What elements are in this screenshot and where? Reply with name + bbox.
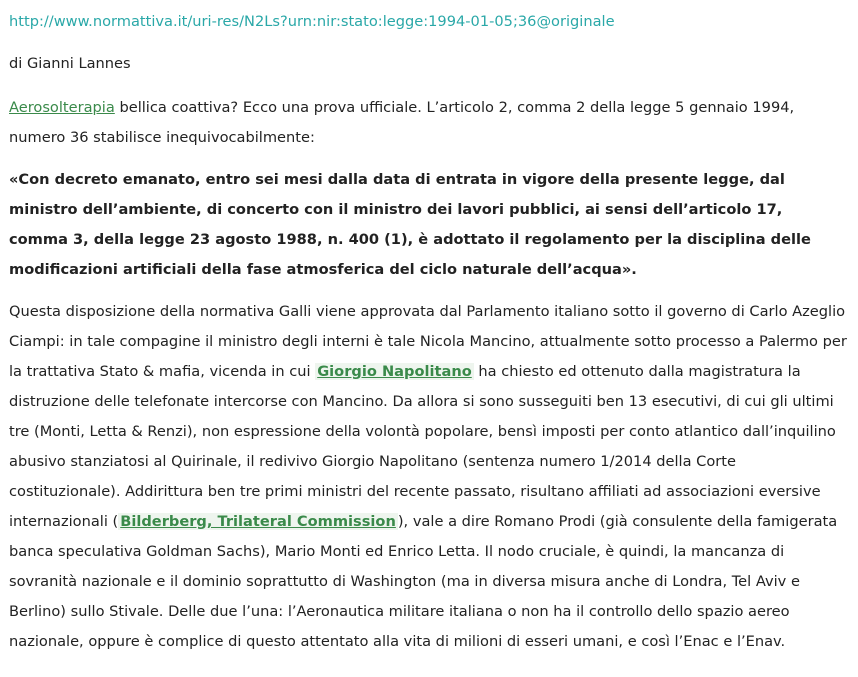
intro-text: bellica coattiva? Ecco una prova ufficiale. L’articolo 2, comma 2 della legge 5 gennaio 1994, numero 36 stabilisce inequivocabilmente: — [9, 99, 795, 146]
law-quote: «Con decreto emanato, entro sei mesi dalla data di entrata in vigore della presente legge, dal ministro dell’ambiente, di concerto con il ministro dei lavori pubblici, ai sensi dell’articolo 17, comma 3, della legge 23 agosto 1988, n. 400 (1), è adottato il regolamento per la disciplina delle modificazioni artificiali della fase atmosferica del ciclo naturale dell’acqua». — [9, 171, 811, 278]
source-url-link[interactable]: http://www.normattiva.it/uri-res/N2Ls?urn:nir:stato:legge:1994-01-05;36@originale — [9, 13, 615, 30]
bilderberg-trilateral-link[interactable]: Bilderberg, Trilateral Commission — [120, 513, 396, 530]
body-paragraph — [9, 297, 849, 657]
giorgio-napolitano-link[interactable]: Giorgio Napolitano — [317, 363, 472, 380]
body-text-part1: Questa disposizione della normativa Galli viene approvata dal Parlamento italiano sotto il governo di Carlo Azeglio Ciampi: in tale compagine il ministro degli interni è tale Nicola Mancino, attualmente sotto processo a Palermo per la trattativa Stato & mafia, vicenda in cui — [9, 303, 847, 380]
intro-paragraph — [9, 93, 845, 153]
author-line: di Gianni Lannes — [9, 55, 131, 72]
body-text-part2: ha chiesto ed ottenuto dalla magistratura la distruzione delle telefonate intercorse con Mancino. Da allora si sono susseguiti ben 13 esecutivi, di cui gli ultimi tre (Monti, Letta & Renzi), non espressione della volontà popolare, bensì imposti per conto atlantico dall’inquilino abusivo stanziatosi al Quirinale, il redivivo Giorgio Napolitano (sentenza numero 1/2014 della Corte costituzionale). Addirittura ben tre primi ministri del recente passato, risultano affiliati ad associazioni eversive internazionali ( — [9, 363, 836, 530]
aerosolterapia-link[interactable]: Aerosolterapia — [9, 99, 115, 116]
body-text-part3: ), vale a dire Romano Prodi (già consulente della famigerata banca speculativa Goldman Sachs), Mario Monti ed Enrico Letta. Il nodo cruciale, è quindi, la mancanza di sovranità nazionale e il dominio soprattutto di Washington (ma in diversa misura anche di Londra, Tel Aviv e Berlino) sullo Stivale. Delle due l’una: l’Aeronautica militare italiana o non ha il controllo dello spazio aereo nazionale, oppure è complice di questo attentato alla vita di milioni di esseri umani, e così l’Enac e l’Enav. — [9, 513, 838, 650]
